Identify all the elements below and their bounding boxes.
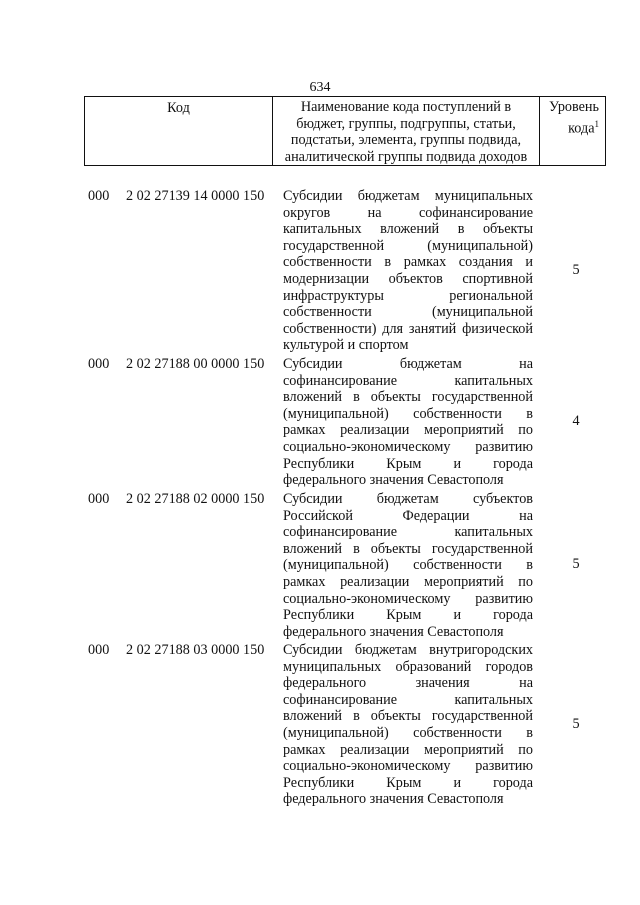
header-code: Код bbox=[85, 97, 273, 165]
level-value: 5 bbox=[572, 262, 580, 278]
admin-code: 000 bbox=[88, 188, 110, 204]
admin-code: 000 bbox=[88, 356, 110, 372]
admin-code: 000 bbox=[88, 642, 110, 658]
name-line: Российской Федерации на bbox=[283, 507, 533, 524]
revenue-code: 2 02 27188 02 0000 150 bbox=[126, 491, 265, 507]
revenue-name bbox=[283, 642, 533, 808]
name-line: федерального значения Севастополя bbox=[283, 623, 504, 640]
name-line: Республики Крым и города bbox=[283, 607, 533, 624]
level-value: 5 bbox=[572, 716, 580, 732]
name-line: Республики Крым и города bbox=[283, 774, 533, 791]
name-line: Субсидии бюджетам на bbox=[283, 356, 533, 372]
name-line: федерального значения Севастополя bbox=[283, 472, 504, 489]
revenue-name bbox=[283, 356, 533, 489]
header-name-line: бюджет, группы, подгруппы, статьи, bbox=[296, 115, 516, 132]
header-level bbox=[540, 97, 605, 165]
name-line: Республики Крым и города bbox=[283, 455, 533, 472]
name-line: Субсидии бюджетам муниципальных bbox=[283, 188, 533, 204]
name-line: софинансирование капитальных bbox=[283, 691, 533, 708]
name-line: федерального значения Севастополя bbox=[283, 791, 504, 808]
name-line: государственной (муниципальной) bbox=[283, 237, 533, 254]
admin-code: 000 bbox=[88, 491, 110, 507]
header-name-line: Наименование кода поступлений в bbox=[300, 99, 512, 115]
revenue-code: 2 02 27188 00 0000 150 bbox=[126, 356, 265, 372]
header-level-line1: Уровень bbox=[549, 99, 599, 115]
revenue-code: 2 02 27188 03 0000 150 bbox=[126, 642, 265, 658]
name-line: Субсидии бюджетам субъектов bbox=[283, 491, 533, 507]
table-header bbox=[84, 96, 606, 166]
name-line: рамках реализации мероприятий по bbox=[283, 741, 533, 758]
header-name-line: аналитической группы подвида доходов bbox=[284, 148, 528, 165]
name-line: капитальных вложений в объекты bbox=[283, 221, 533, 238]
page-number: 634 bbox=[309, 80, 331, 95]
name-line: модернизации объектов спортивной bbox=[283, 270, 533, 287]
name-line: социально-экономическому развитию bbox=[283, 758, 533, 775]
name-line: вложений в объекты государственной bbox=[283, 708, 533, 725]
name-line: (муниципальной) собственности в bbox=[283, 405, 533, 422]
header-level-line2: кода$^1$ bbox=[568, 118, 599, 137]
name-line: округов на софинансирование bbox=[283, 204, 533, 221]
revenue-name bbox=[283, 491, 533, 640]
name-line: муниципальных образований городов bbox=[283, 658, 533, 675]
name-line: Субсидии бюджетам внутригородских bbox=[283, 642, 533, 658]
name-line: федерального значения на bbox=[283, 675, 533, 692]
name-line: (муниципальной) собственности в bbox=[283, 557, 533, 574]
name-line: культурой и спортом bbox=[283, 337, 409, 354]
name-line: софинансирование капитальных bbox=[283, 524, 533, 541]
name-line: собственности в рамках создания и bbox=[283, 254, 533, 271]
name-line: рамках реализации мероприятий по bbox=[283, 422, 533, 439]
name-line: вложений в объекты государственной bbox=[283, 540, 533, 557]
name-line: собственности (муниципальной bbox=[283, 304, 533, 321]
revenue-code: 2 02 27139 14 0000 150 bbox=[126, 188, 265, 204]
name-line: инфраструктуры региональной bbox=[283, 287, 533, 304]
name-line: рамках реализации мероприятий по bbox=[283, 573, 533, 590]
header-name bbox=[273, 97, 540, 165]
header-name-line: подстатьи, элемента, группы подвида, bbox=[290, 132, 522, 148]
name-line: вложений в объекты государственной bbox=[283, 389, 533, 406]
name-line: (муниципальной) собственности в bbox=[283, 724, 533, 741]
name-line: социально-экономическому развитию bbox=[283, 438, 533, 455]
name-line: софинансирование капитальных bbox=[283, 372, 533, 389]
name-line: социально-экономическому развитию bbox=[283, 590, 533, 607]
level-value: 4 bbox=[572, 413, 580, 429]
level-value: 5 bbox=[572, 556, 580, 572]
revenue-name bbox=[283, 188, 533, 354]
footnote-marker: 1 bbox=[594, 118, 599, 129]
name-line: собственности) для занятий физической bbox=[283, 320, 533, 337]
